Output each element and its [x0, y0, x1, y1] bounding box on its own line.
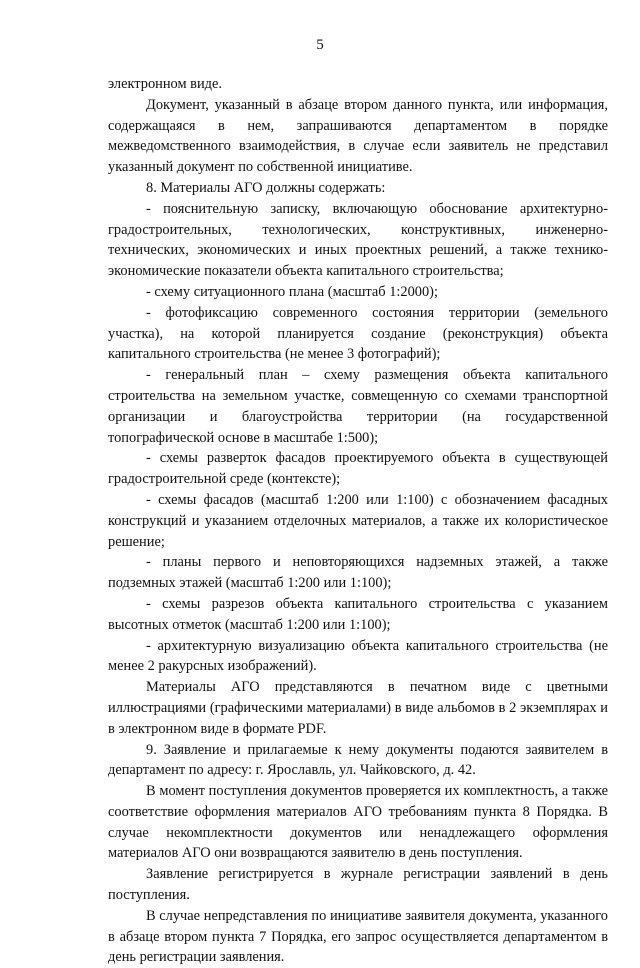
paragraph-item-9-address: 9. Заявление и прилагаемые к нему документы подаются заявителем в департамент по адресу: г. Ярославль, ул. Чайковского, д. 42. [108, 741, 608, 779]
paragraph-completeness-check: В момент поступления документов проверяется их комплектность, а также соответствие оформления материалов АГО требованиям пункта 8 Порядка. В случае некомплектности документов или ненадлежащего оформления материалов АГО они возвращаются заявителю в день поступления. [108, 783, 608, 862]
list-item-explanatory-note: - пояснительную записку, включающую обоснование архитектурно-градостроительных, технологических, конструктивных, инженерно-технических, экономических и иных проектных решений, а также технико-экономические показатели объекта капитального строительства; [108, 200, 608, 280]
paragraph-request-on-registration: В случае непредставления по инициативе заявителя документа, указанного в абзаце втором пункта 7 Порядка, его запрос осуществляется департаментом в день регистрации заявления. [108, 907, 608, 966]
list-item-photo-fixation: - фотофиксацию современного состояния территории (земельного участка), на которой планируется создание (реконструкция) объекта капитального строительства (не менее 3 фотографий); [108, 304, 608, 363]
paragraph-submission-format: Материалы АГО представляются в печатном виде с цветными иллюстрациями (графическими материалами) в виде альбомов в 2 экземплярах и в электронном виде в формате PDF. [108, 679, 608, 737]
document-body [108, 74, 608, 968]
list-item-general-plan: - генеральный план – схему размещения объекта капитального строительства на земельном участке, совмещенную со схемами транспортной организации и благоустройства территории (на государственной топографической основе в масштабе 1:500); [108, 367, 608, 446]
paragraph-registration: Заявление регистрируется в журнале регистрации заявлений в день поступления. [108, 866, 608, 904]
list-item-sections: - схемы разрезов объекта капитального строительства с указанием высотных отметок (масштаб 1:200 или 1:100); [108, 595, 608, 633]
paragraph-document-request: Документ, указанный в абзаце втором данного пункта, или информация, содержащаяся в нем, запрашиваются департаментом в порядке межведомственного взаимодействия, в случае если заявитель не представил указанный документ по собственной инициативе. [108, 96, 608, 176]
list-item-facade-schemes: - схемы фасадов (масштаб 1:200 или 1:100) с обозначением фасадных конструкций и указанием отделочных материалов, а также их колористическое решение; [108, 491, 608, 550]
list-item-floor-plans: - планы первого и неповторяющихся надземных этажей, а также подземных этажей (масштаб 1:200 или 1:100); [108, 554, 608, 592]
paragraph-item-8-heading: 8. Материалы АГО должны содержать: [146, 179, 386, 196]
page-number: 5 [316, 37, 324, 53]
paragraph-continuation: электронном виде. [108, 76, 222, 92]
list-item-visualization: - архитектурную визуализацию объекта капитального строительства (не менее 2 ракурсных изображений). [108, 637, 608, 675]
list-item-facade-sweeps: - схемы разверток фасадов проектируемого объекта в существующей градостроительной среде (контексте); [108, 450, 608, 488]
list-item-situation-plan: - схему ситуационного плана (масштаб 1:2000); [146, 283, 438, 300]
